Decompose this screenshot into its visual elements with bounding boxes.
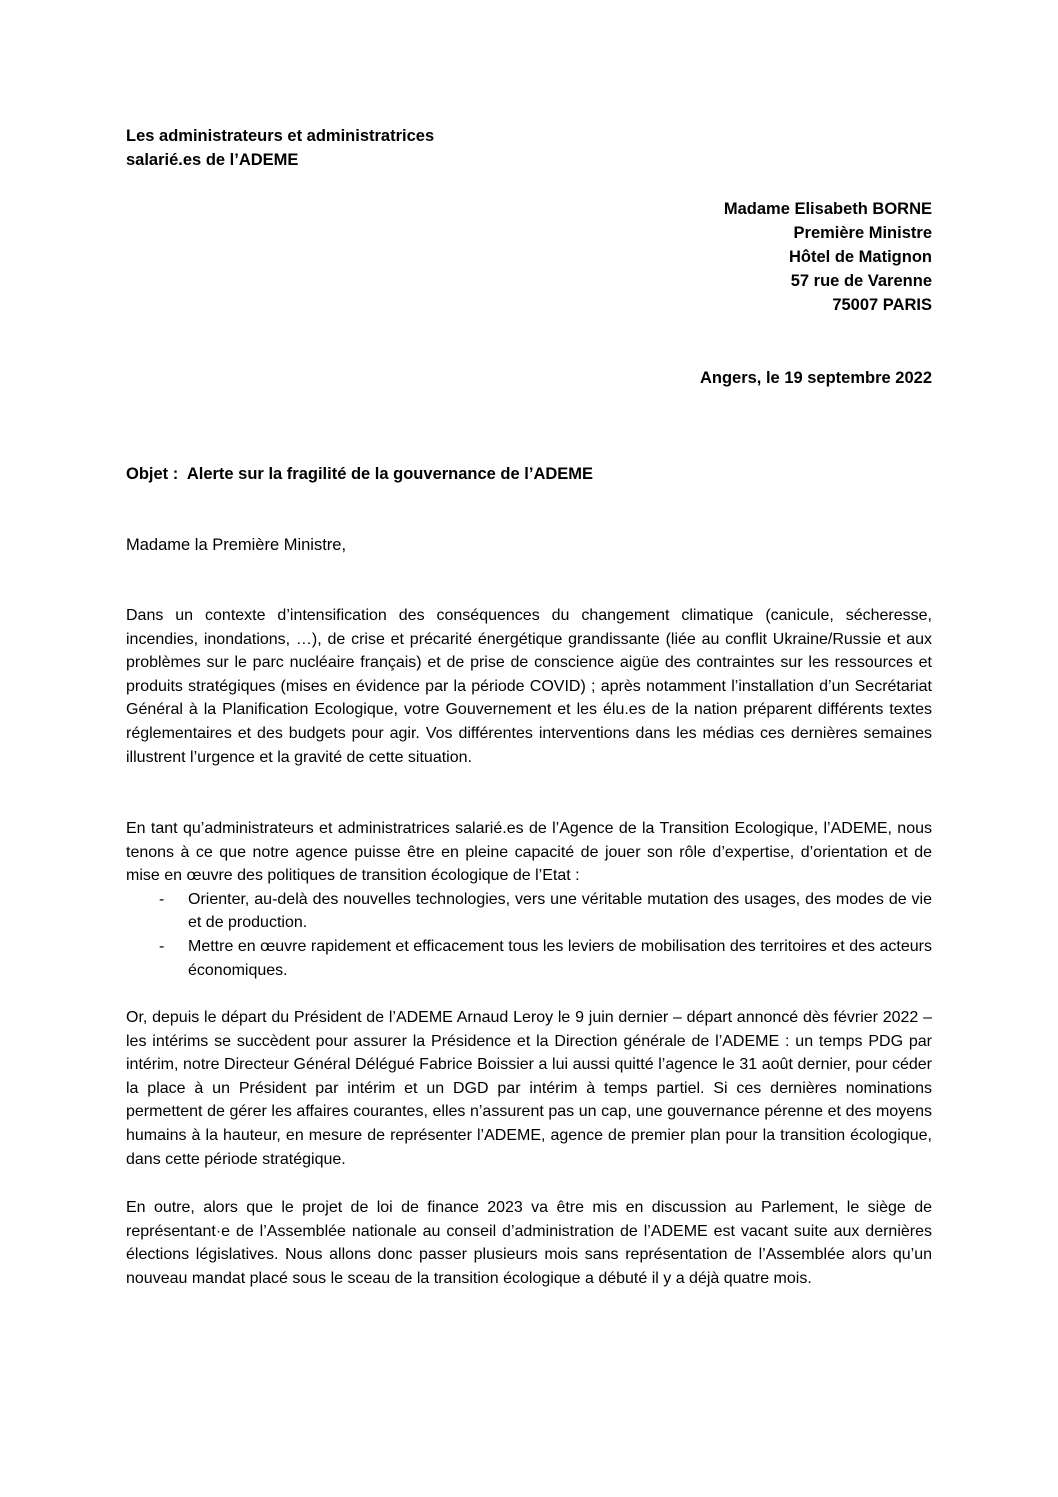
paragraph-interim: Or, depuis le départ du Président de l’ADEME Arnaud Leroy le 9 juin dernier – départ annoncé dès février 2022 – les intérims se succèdent pour assurer la Présidence et la Direction générale de l’ADEME : un temps PDG par intérim, notre Directeur Général Délégué Fabrice Boissier a lui aussi quitté l’agence le 31 août dernier, pour céder la place à un Président par intérim et un DGD par intérim à temps partiel. Si ces dernières nominations permettent de gérer les affaires courantes, elles n’assurent pas un cap, une gouvernance pérenne et des moyens humains à la hauteur, en mesure de représenter l’ADEME, agence de premier plan pour la transition écologique, dans cette période stratégique. <box>126 1009 932 1168</box>
bullet-list <box>126 888 932 982</box>
recipient-title: Première Ministre <box>793 224 932 242</box>
bullet-marker: - <box>159 937 165 955</box>
sender-block <box>126 124 434 172</box>
list-item <box>126 935 932 982</box>
paragraph-role-text: En tant qu’administrateurs et administratrices salarié.es de l’Agence de la Transition Ecologique, l’ADEME, nous tenons à ce que notre agence puisse être en pleine capacité de jouer son rôle d’expertise, d’orientation et de mise en œuvre des politiques de transition écologique de l’Etat : <box>126 820 932 885</box>
recipient-street: 57 rue de Varenne <box>790 272 932 290</box>
subject-line <box>126 462 593 486</box>
recipient-address <box>724 197 932 317</box>
sender-line-2: salarié.es de l’ADEME <box>126 151 299 169</box>
recipient-name: Madame Elisabeth BORNE <box>723 200 932 218</box>
letter-date: Angers, le 19 septembre 2022 <box>699 369 932 387</box>
recipient-building: Hôtel de Matignon <box>789 248 932 266</box>
subject-text: Alerte sur la fragilité de la gouvernance de l’ADEME <box>186 465 594 483</box>
list-item <box>126 888 932 935</box>
bullet-text: Mettre en œuvre rapidement et efficacement tous les leviers de mobilisation des territoires et des acteurs économiques. <box>188 937 932 979</box>
bullet-text: Orienter, au-delà des nouvelles technologies, vers une véritable mutation des usages, des modes de vie et de production. <box>188 890 932 932</box>
subject-label: Objet : <box>126 465 183 483</box>
paragraph-role <box>126 817 932 982</box>
paragraph-assembly: En outre, alors que le projet de loi de finance 2023 va être mis en discussion au Parlement, le siège de représentant·e de l’Assemblée nationale au conseil d’administration de l’ADEME est vacant suite aux dernières élections législatives. Nous allons donc passer plusieurs mois sans représentation de l’Assemblée alors qu’un nouveau mandat placé sous le sceau de la transition écologique a débuté il y a déjà quatre mois. <box>126 1199 932 1287</box>
sender-line-1: Les administrateurs et administratrices <box>126 127 435 145</box>
paragraph-context: Dans un contexte d’intensification des conséquences du changement climatique (canicule, sécheresse, incendies, inondations, …), de crise et précarité énergétique grandissante (liée au conflit Ukraine/Russie et aux problèmes sur le parc nucléaire français) et de prise de conscience aigüe des contraintes sur les ressources et produits stratégiques (mises en évidence par la période COVID) ; après notamment l’installation d’un Secrétariat Général à la Planification Ecologique, votre Gouvernement et les élu.es de la nation préparent différents textes réglementaires et des budgets pour agir. Vos différentes interventions dans les médias ces dernières semaines illustrent l’urgence et la gravité de cette situation. <box>126 607 932 766</box>
bullet-marker: - <box>159 890 165 908</box>
recipient-city: 75007 PARIS <box>832 296 932 314</box>
salutation: Madame la Première Ministre, <box>126 536 347 554</box>
